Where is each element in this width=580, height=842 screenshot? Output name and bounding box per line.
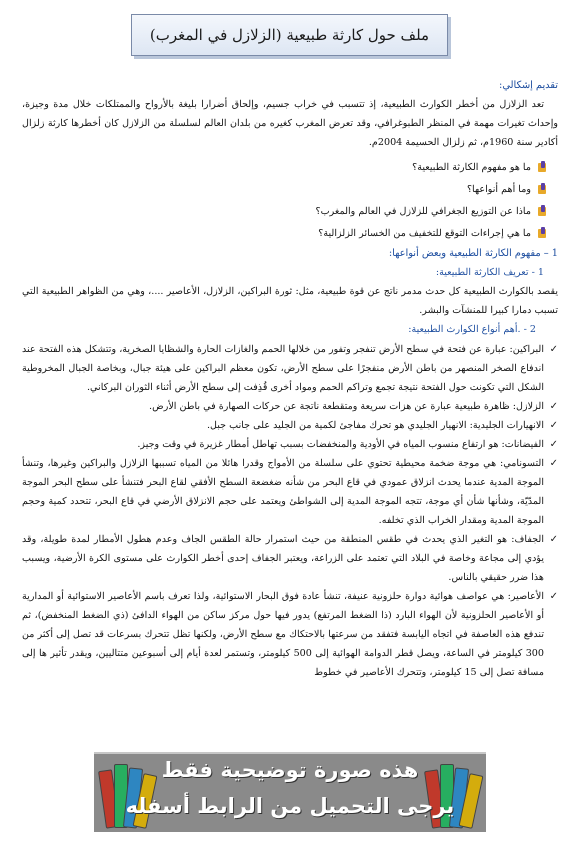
list-item: ✓ التسونامي: هي موجة ضخمة محيطية تحتوي على سلسلة من الأمواج وقدرا هائلا من المياه تسببها الزلازل والبراكين وغيرها، وتنشأ الموجة المدية عندما يحدث انزلاق عمودي في قاع البحر من شأنه ضغضعة السطح الأفقي لقاع البحر فتنشأ على سطح البحر الموجة المدّيّة، وشأنها شأن أي موجة، تتجه الموجة المدية إلى الشواطئ ويعتمد على حجم الانزلاق الأرضي في قاع البحر، تتحدد كمية وحجم الموجة المدية ومقدار الخراب الذي تخلفه. — [22, 454, 558, 530]
list-item: ✓ الجفاف: هو التغير الذي يحدث في طقس المنطقة من حيث استمرار حالة الطقس الجاف وعدم هطول الأمطار لمدة طويلة، وقد يؤدي إلى مجاعة وخاصة في البلاد التي تعتمد على الزراعة، ويعتبر الجفاف إحدى أخطر الكوارث على مستوى الكرة الأرضية، ويسبب هذا ضرر حقيقي بالناس. — [22, 530, 558, 587]
checkmark-icon: ✓ — [549, 344, 558, 355]
bullet-icon — [537, 161, 548, 173]
checkmark-icon: ✓ — [549, 439, 558, 450]
question-item: ما هي إجراءات التوقع للتخفيف من الخسائر الزلزالية؟ — [22, 222, 558, 244]
bullet-icon — [537, 227, 548, 239]
question-item: ما هو مفهوم الكارثة الطبيعية؟ — [22, 156, 558, 178]
list-item: ✓ الفيضانات: هو ارتفاع منسوب المياه في الأودية والمنخفضات بسبب تهاطل أمطار غزيرة في وقت وجيز. — [22, 435, 558, 454]
download-banner[interactable] — [94, 752, 486, 832]
checkmark-icon: ✓ — [549, 591, 558, 602]
document-title: ملف حول كارثة طبيعية (الزلازل في المغرب) — [131, 14, 448, 56]
banner-notice-text: هذه صورة توضيحية فقط — [161, 758, 419, 782]
disaster-types-list — [22, 340, 558, 682]
bullet-icon — [537, 183, 548, 195]
questions-list — [22, 156, 558, 244]
intro-heading: تقديم إشكالي: — [499, 80, 558, 91]
list-item: ✓ الأعاصير: هي عواصف هوائية دوارة حلزونية عنيفة، تنشأ عادة فوق البحار الاستوائية، ولذا تعرف باسم الأعاصير الاستوائية أو المدارية أو الأعاصير الحلزونية لأن الهواء البارد (ذا الضغط المرتفع) يدور فيها حول مركز ساكن من الهواء الدافئ (ذي الضغط المنخفض)، ثم تندفع هذه العاصفة في اتجاه اليابسة فتفقد من سرعتها بالاحتكاك مع سطح الأرض، ولكنها تظل تتحرك بسرعات قد تصل إلى أكثر من 300 كيلومتر في الساعة، ويصل قطر الدوامة الهوائية إلى 500 كيلومتر، وتستمر لعدة أيام إلى أسبوعين متتاليين، ويقدر تأثير ها إلى مسافة تصل إلى 15 كيلومتر، وتتحرك الأعاصير في خطوط — [22, 587, 558, 682]
checkmark-icon: ✓ — [549, 534, 558, 545]
checkmark-icon: ✓ — [549, 420, 558, 431]
banner-download-text[interactable]: يرجى التحميل من الرابط أسفله — [125, 794, 455, 818]
intro-paragraph: تعد الزلازل من أخطر الكوارث الطبيعية، إذ تتسبب في خراب جسيم، وإلحاق أضرارا بليغة بالأرواح والممتلكات خلال مدة وجيزة، وإحداث تغيرات مهمة في المنظر الطبوغرافي، وقد تعرض المغرب كغيره من بلدان العالم لسلسلة من الزلازل كان أخطرها كارثة زلزال أكادير سنة 1960م، ثم زلزال الحسيمة 2004م. — [22, 99, 558, 148]
list-item: ✓ الانهيارات الجليدية: الانهيار الجليدي هو تحرك مفاجئ لكمية من الجليد على جانب جبل. — [22, 416, 558, 435]
checkmark-icon: ✓ — [549, 401, 558, 412]
list-item: ✓ الزلازل: ظاهرة طبيعية عبارة عن هزات سريعة ومتقطعة ناتجة عن حركات الصهارة في باطن الأرض. — [22, 397, 558, 416]
question-item: ماذا عن التوزيع الجغرافي للزلازل في العالم والمغرب؟ — [22, 200, 558, 222]
document-body — [22, 76, 558, 682]
section1-sub2-heading: 2 - .أهم أنواع الكوارث الطبيعية: — [408, 324, 536, 335]
question-item: وما أهم أنواعها؟ — [22, 178, 558, 200]
list-item: ✓ البراكين: عبارة عن فتحة في سطح الأرض تنفجر وتفور من خلالها الحمم والغازات الحارة والشظايا الصخرية، وتتشكل هذه الفتحة عند اندفاع الصخر المنصهر من باطن الأرض منفجرًا على سطح الأرض، تكون معظم البراكين على هيئة جبال، وبخاصة الجبال المخروطية الشكل التي تكونت حول الفتحة نتيجة تجمع وتراكم الحمم ومواد أخرى قُذِفت إلى سطح الأرض أثناء الثوران البركاني. — [22, 340, 558, 397]
definition-paragraph: يقصد بالكوارث الطبيعية كل حدث مدمر ناتج عن قوة طبيعية، مثل: ثورة البراكين، الزلازل، الأعاصير ....، وهي من الظواهر الطبيعية التي تسبب دمارا كبيرا للمنشآت والبشر. — [22, 286, 558, 316]
section1-heading: 1 – مفهوم الكارثة الطبيعية وبعض أنواعها: — [388, 248, 558, 259]
checkmark-icon: ✓ — [549, 458, 558, 469]
section1-sub1-heading: 1 - تعريف الكارثة الطبيعية: — [435, 267, 544, 278]
bullet-icon — [537, 205, 548, 217]
